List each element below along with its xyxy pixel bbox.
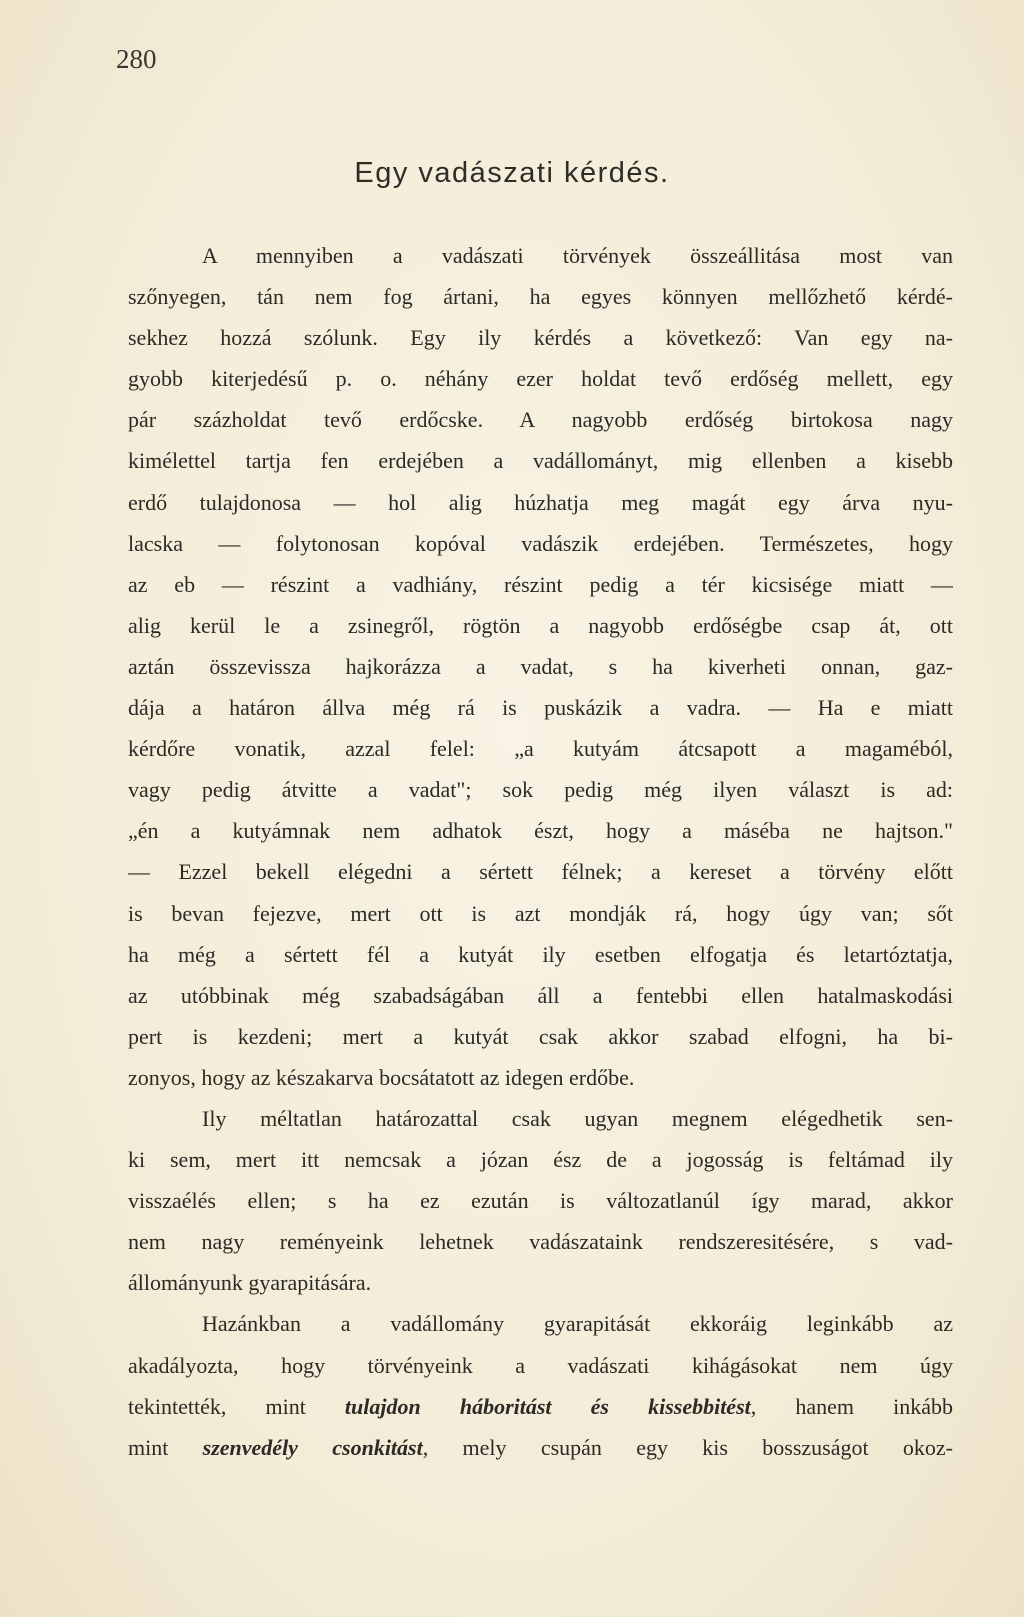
text-segment: Hazánkban a vadállomány gyarapitását ekkoráig leginkább az <box>202 1311 953 1337</box>
text-line: erdő tulajdonosa — hol alig húzhatja meg magát egy árva nyu- <box>128 489 953 515</box>
text-line: ki sem, mert itt nemcsak a józan ész de a jogosság is feltámad ily <box>128 1147 953 1173</box>
text-line: az utóbbinak még szabadságában áll a fentebbi ellen hatalmaskodási <box>128 982 953 1008</box>
text-line: is bevan fejezve, mert ott is azt mondják rá, hogy úgy van; sőt <box>128 900 953 926</box>
text-line <box>128 1345 953 1386</box>
text-segment: mint <box>128 1434 203 1460</box>
text-line: szőnyegen, tán nem fog ártani, ha egyes könnyen mellőzhető kérdé- <box>128 284 953 310</box>
italic-emphasis: tulajdon háboritást és kissebbitést <box>344 1393 751 1419</box>
text-line <box>128 1386 953 1427</box>
text-line: zonyos, hogy az készakarva bocsátatott az idegen erdőbe. <box>128 1064 635 1090</box>
text-segment: tekintették, mint <box>128 1393 345 1419</box>
paragraph-1 <box>128 235 953 1098</box>
text-line: gyobb kiterjedésű p. o. néhány ezer holdat tevő erdőség mellett, egy <box>128 366 953 392</box>
article-body <box>128 235 953 1468</box>
italic-emphasis: szenvedély csonkitást <box>202 1434 423 1460</box>
text-line: kérdőre vonatik, azzal felel: „a kutyám átcsapott a magaméból, <box>128 736 953 762</box>
text-line <box>128 1303 953 1344</box>
text-line: dája a határon állva még rá is puskázik a vadra. — Ha e miatt <box>128 695 953 721</box>
text-line: pert is kezdeni; mert a kutyát csak akkor szabad elfogni, ha bi- <box>128 1023 953 1049</box>
text-line: — Ezzel bekell elégedni a sértett félnek; a kereset a törvény előtt <box>128 859 953 885</box>
text-segment: akadályozta, hogy törvényeink a vadászati kihágásokat nem úgy <box>128 1352 953 1378</box>
text-line: lacska — folytonosan kopóval vadászik erdejében. Természetes, hogy <box>128 530 953 556</box>
text-line: aztán összevissza hajkorázza a vadat, s ha kiverheti onnan, gaz- <box>128 653 953 679</box>
text-line: ha még a sértett fél a kutyát ily esetben elfogatja és letartóztatja, <box>128 941 953 967</box>
text-line: Ily méltatlan határozattal csak ugyan megnem elégedhetik sen- <box>202 1105 953 1131</box>
text-line: pár százholdat tevő erdőcske. A nagyobb erdőség birtokosa nagy <box>128 407 953 433</box>
text-line: vagy pedig átvitte a vadat"; sok pedig még ilyen választ is ad: <box>128 777 953 803</box>
text-line: A mennyiben a vadászati törvények összeállitása most van <box>202 243 953 268</box>
paragraph-2 <box>128 1098 953 1303</box>
text-segment: , hanem inkább <box>750 1393 953 1419</box>
text-line: nem nagy reményeink lehetnek vadászataink rendszeresitésére, s vad- <box>128 1229 953 1255</box>
text-line: sekhez hozzá szólunk. Egy ily kérdés a következő: Van egy na- <box>128 325 953 351</box>
text-line <box>128 1427 953 1468</box>
text-line: visszaélés ellen; s ha ez ezután is változatlanúl így marad, akkor <box>128 1188 953 1214</box>
text-line: alig kerül le a zsinegről, rögtön a nagyobb erdőségbe csap át, ott <box>128 612 953 638</box>
text-line: állományunk gyarapitására. <box>128 1270 372 1296</box>
text-line: „én a kutyámnak nem adhatok észt, hogy a máséba ne hajtson." <box>128 818 953 844</box>
article-title: Egy vadászati kérdés. <box>354 157 670 189</box>
text-line: az eb — részint a vadhiány, részint pedig a tér kicsisége miatt — <box>128 571 953 597</box>
text-line: kimélettel tartja fen erdejében a vadállományt, mig ellenben a kisebb <box>128 448 953 474</box>
text-segment: , mely csupán egy kis bosszuságot okoz- <box>422 1434 953 1460</box>
paragraph-3 <box>128 1303 953 1467</box>
page-number: 280 <box>116 44 157 74</box>
